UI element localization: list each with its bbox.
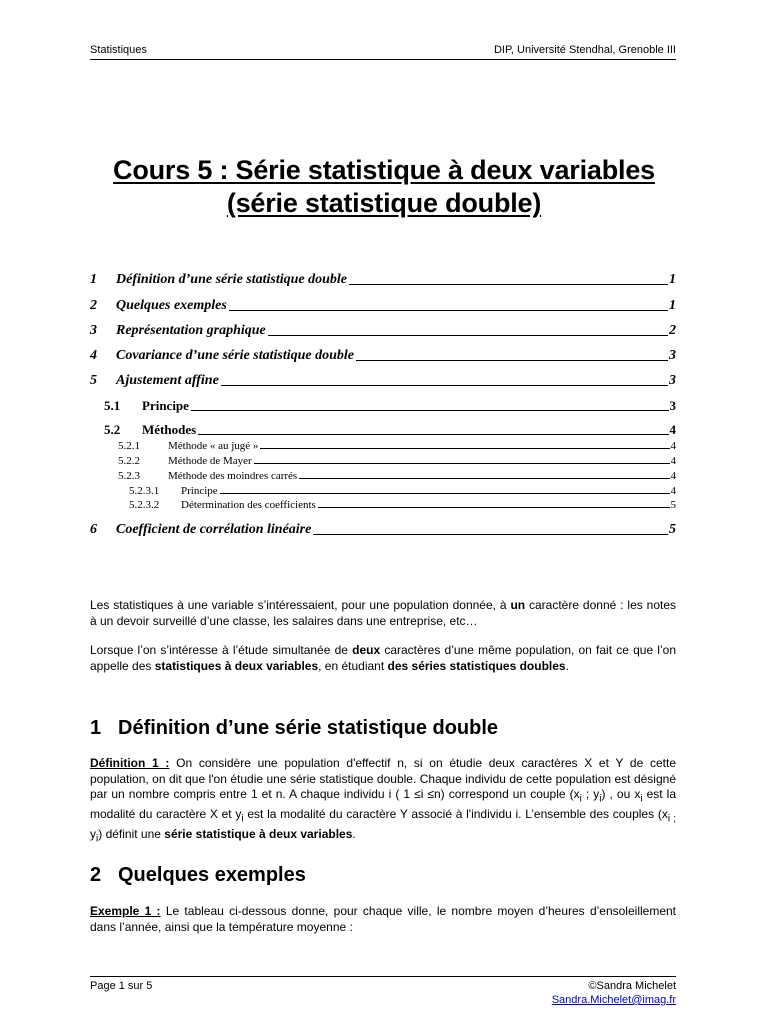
title-line-2: (série statistique double)	[226, 188, 542, 218]
toc-leader	[220, 493, 670, 494]
intro-paragraph-2: Lorsque l’on s’intéresse à l’étude simultanée de deux caractères d’une même population, on fait ce que l’on appelle des statistiques à deux variables, en étudiant des séries statistiques doubles.	[90, 643, 676, 673]
toc-entry[interactable]: 1 Définition d’une série statistique double 1	[90, 272, 676, 287]
toc-leader	[313, 534, 668, 535]
header-right: DIP, Université Stendhal, Grenoble III	[493, 44, 676, 56]
toc-entry[interactable]: 3 Représentation graphique 2	[90, 323, 676, 338]
toc-entry[interactable]: 5.2.2 Méthode de Mayer 4	[118, 455, 676, 467]
example-1: Exemple 1 : Le tableau ci-dessous donne, pour chaque ville, le nombre moyen d’heures d’ensoleillement dans l’année, ainsi que la température moyenne :	[90, 904, 676, 934]
toc-leader	[299, 478, 669, 479]
toc-entry[interactable]: 5.2.3 Méthode des moindres carrés 4	[118, 470, 676, 482]
footer-page-number: Page 1 sur 5	[90, 980, 153, 992]
toc-entry[interactable]: 2 Quelques exemples 1	[90, 298, 676, 313]
intro-paragraph-1: Les statistiques à une variable s’intéressaient, pour une population donnée, à un caractère donné : les notes à un devoir surveillé d’une classe, les salaires dans une entreprise, etc…	[90, 598, 676, 628]
toc-entry[interactable]: 5.2.3.2 Détermination des coefficients 5	[129, 499, 676, 511]
running-header	[90, 44, 676, 60]
toc-entry[interactable]: 5.2 Méthodes 4	[104, 422, 676, 437]
toc-leader	[254, 463, 670, 464]
definition-1: Définition 1 : On considère une population d'effectif n, si on étudie deux caractères X et Y de cette population, on dit que l'on étudie une série statistique double. Chaque individu de cette population est désigné par un nombre compris entre 1 et n. A chaque individu i ( 1 ≤i ≤n) correspond un couple ($x_i$ ; $y_i$) , ou $x_i$ est la modalité du caractère X et $y_i$ est la modalité du caractère Y associé à l'individu i. L’ensemble des couples ($x_{i ;}$ $y_i$) définit une série statistique à deux variables.	[90, 756, 676, 845]
toc-entry[interactable]: 4 Covariance d’une série statistique double 3	[90, 348, 676, 363]
page-footer	[90, 976, 676, 1007]
section-heading-2: 2 Quelques exemples	[90, 864, 306, 886]
definition-label: Définition 1 :	[90, 756, 170, 770]
toc-entry[interactable]: 5.2.1 Méthode « au jugé » 4	[118, 440, 676, 452]
toc-leader	[260, 448, 669, 449]
toc-leader	[349, 284, 668, 285]
toc-leader	[356, 360, 668, 361]
toc-entry[interactable]: 6 Coefficient de corrélation linéaire 5	[90, 522, 676, 537]
toc-leader	[191, 410, 669, 411]
footer-email-link[interactable]: Sandra.Michelet@imag.fr	[551, 994, 676, 1006]
toc-leader	[198, 434, 668, 435]
section-heading-1: 1 Définition d’une série statistique double	[90, 717, 499, 739]
title-line-1: Cours 5 : Série statistique à deux variables	[113, 155, 655, 185]
toc-entry[interactable]: 5 Ajustement affine 3	[90, 373, 676, 388]
toc-leader	[221, 385, 668, 386]
header-left: Statistiques	[90, 44, 147, 56]
toc-entry[interactable]: 5.2.3.1 Principe 4	[129, 485, 676, 497]
toc-leader	[229, 310, 668, 311]
toc-entry[interactable]: 5.1 Principe 3	[104, 398, 676, 413]
toc-leader	[318, 507, 670, 508]
footer-author: ©Sandra Michelet	[588, 980, 676, 992]
toc-leader	[268, 335, 668, 336]
page-title	[0, 154, 768, 220]
example-label: Exemple 1 :	[90, 904, 161, 918]
